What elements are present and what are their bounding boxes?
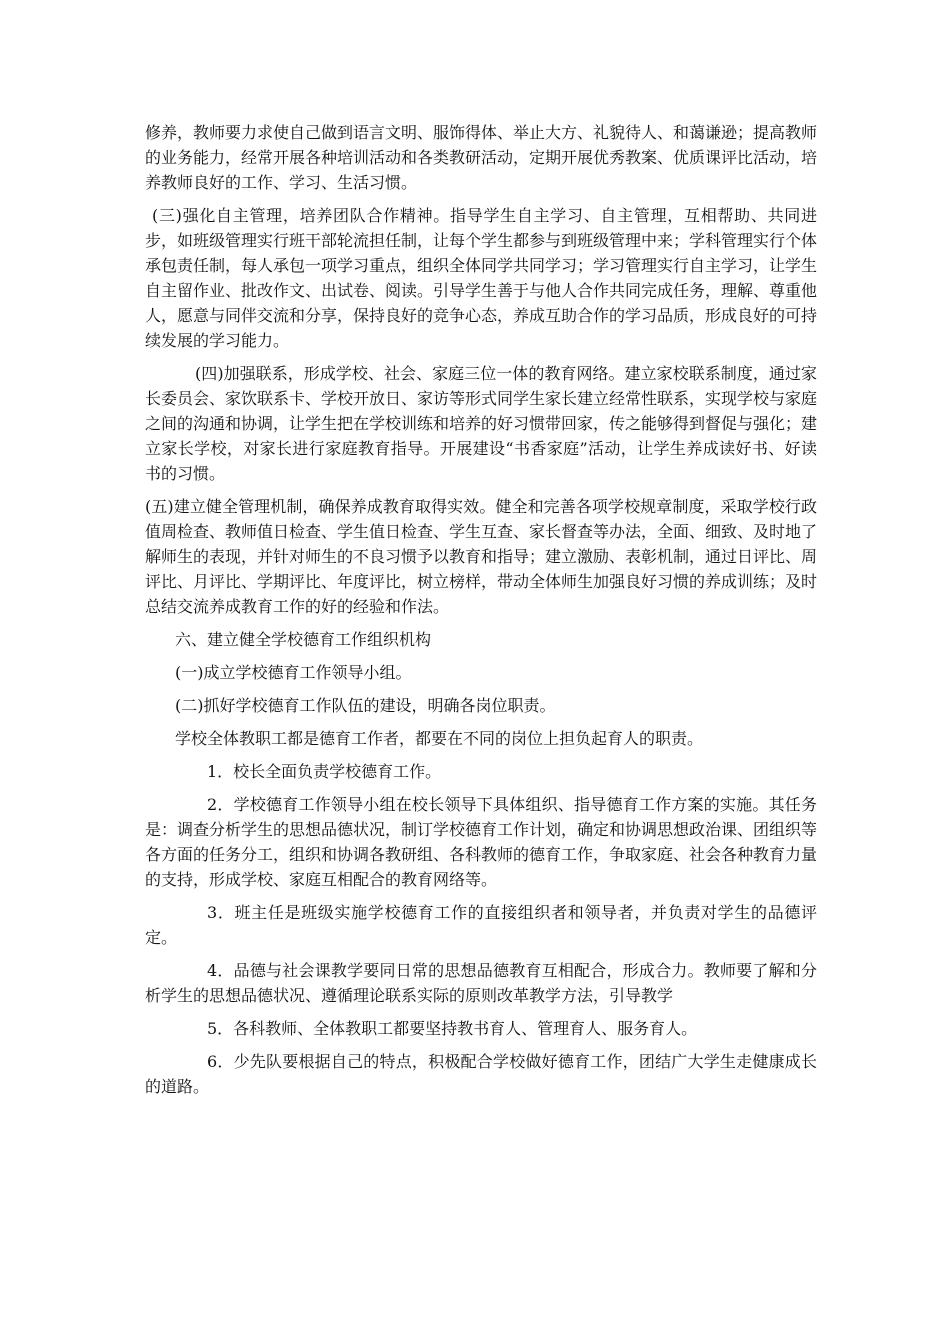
paragraph-section-4-contact: (四)加强联系，形成学校、社会、家庭三位一体的教育网络。建立家校联系制度，通过家长委员会、家饮联系卡、学校开放日、家访等形式同学生家长建立经常性联系，实现学校与家庭之间的沟通和协调，让学生把在学校训练和培养的好习惯带回家，传之能够得到督促与强化；建立家长学校，对家长进行家庭教育指导。开展建设“书香家庭”活动，让学生养成读好书、好读书的习惯。 bbox=[145, 364, 818, 483]
paragraph-all-staff: 学校全体教职工都是德育工作者，都要在不同的岗位上担负起育人的职责。 bbox=[175, 729, 704, 748]
document-page bbox=[145, 120, 817, 1099]
list-item-4: 4．品德与社会课教学要同日常的思想品德教育互相配合，形成合力。教师要了解和分析学生的思想品德状况、遵循理论联系实际的原则改革教学方法，引导教学 bbox=[145, 961, 817, 1005]
list-item-5: 5．各科教师、全体教职工都要坚持教书育人、管理育人、服务育人。 bbox=[207, 1019, 698, 1038]
paragraph-subsection-1: (一)成立学校德育工作领导小组。 bbox=[175, 663, 412, 682]
paragraph-teacher-cultivation: 修养，教师要力求使自己做到语言文明、服饰得体、举止大方、礼貌待人、和蔼谦逊；提高教师的业务能力，经常开展各种培训活动和各类教研活动，定期开展优秀教案、优质课评比活动，培养教师良好的工作、学习、生活习惯。 bbox=[145, 123, 818, 192]
list-item-6: 6．少先队要根据自己的特点，积极配合学校做好德育工作，团结广大学生走健康成长的道路。 bbox=[145, 1052, 817, 1096]
list-item-2: 2．学校德育工作领导小组在校长领导下具体组织、指导德育工作方案的实施。其任务是：调查分析学生的思想品德状况，制订学校德育工作计划，确定和协调思想政治课、团组织等各方面的任务分工，组织和协调各教研组、各科教师的德育工作，争取家庭、社会各种教育力量的支持，形成学校、家庭互相配合的教育网络等。 bbox=[145, 795, 818, 889]
list-item-3: 3．班主任是班级实施学校德育工作的直接组织者和领导者，并负责对学生的品德评定。 bbox=[145, 903, 817, 947]
heading-section-6: 六、建立健全学校德育工作组织机构 bbox=[175, 630, 432, 649]
paragraph-section-5-mechanism: (五)建立健全管理机制，确保养成教育取得实效。健全和完善各项学校规章制度，采取学校行政值周检查、教师值日检查、学生值日检查、学生互查、家长督查等办法，全面、细致、及时地了解师生的表现，并针对师生的不良习惯予以教育和指导；建立激励、表彰机制，通过日评比、周评比、月评比、学期评比、年度评比，树立榜样，带动全体师生加强良好习惯的养成训练；及时总结交流养成教育工作的好的经验和作法。 bbox=[145, 497, 818, 616]
paragraph-subsection-2: (二)抓好学校德育工作队伍的建设，明确各岗位职责。 bbox=[175, 696, 556, 715]
list-item-1: 1．校长全面负责学校德育工作。 bbox=[207, 762, 442, 781]
paragraph-section-3-autonomy: (三)强化自主管理，培养团队合作精神。指导学生自主学习、自主管理，互相帮助、共同进步，如班级管理实行班干部轮流担任制，让每个学生都参与到班级管理中来；学科管理实行个体承包责任制，每人承包一项学习重点，组织全体同学共同学习；学习管理实行自主学习，让学生自主留作业、批改作文、出试卷、阅读。引导学生善于与他人合作共同完成任务，理解、尊重他人，愿意与同伴交流和分享，保持良好的竞争心态，养成互助合作的学习品质，形成良好的可持续发展的学习能力。 bbox=[145, 206, 818, 350]
